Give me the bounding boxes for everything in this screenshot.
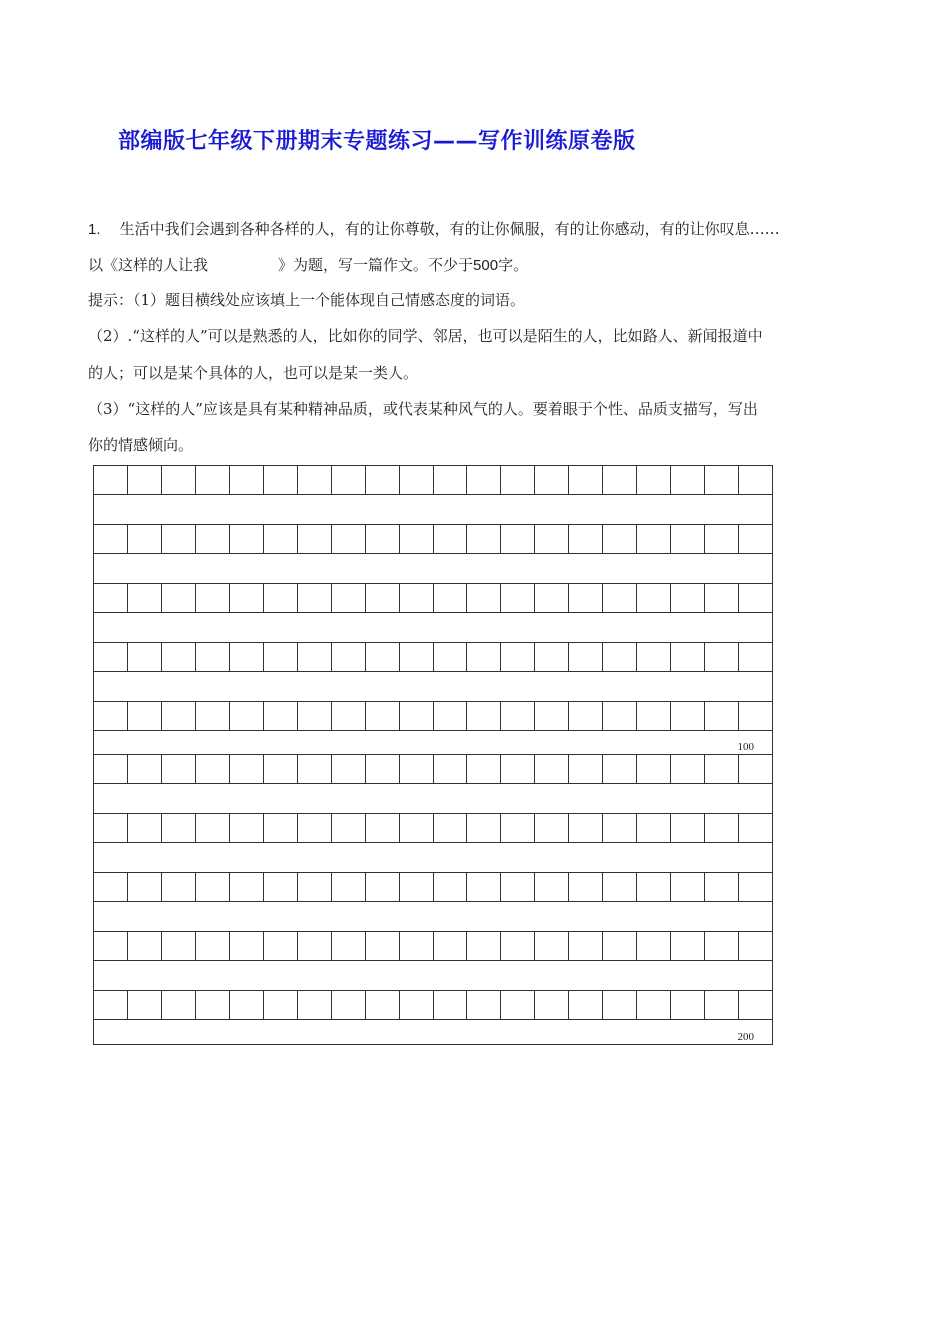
grid-row (94, 584, 772, 613)
grid-cell[interactable] (467, 702, 501, 730)
grid-cell[interactable] (603, 991, 637, 1019)
grid-cell[interactable] (400, 643, 434, 671)
grid-cell[interactable] (705, 814, 739, 842)
essay-title-prefix: 以《这样的人让我 (88, 256, 209, 274)
grid-cell[interactable] (400, 525, 434, 553)
grid-cell[interactable] (535, 814, 569, 842)
grid-cell[interactable] (434, 755, 468, 783)
grid-cell[interactable] (332, 755, 366, 783)
grid-cell[interactable] (230, 643, 264, 671)
grid-cell[interactable] (128, 755, 162, 783)
grid-row (94, 814, 772, 843)
word-count-marker: 100 (737, 741, 754, 753)
grid-cell[interactable] (569, 643, 603, 671)
grid-spacer (94, 784, 772, 814)
grid-cell[interactable] (603, 525, 637, 553)
hint-3-line-1: （3）“这样的人”应该是具有某种精神品质，或代表某种风气的人。要着眼于个性、品质支描写，写出 (88, 400, 758, 418)
grid-cell[interactable] (400, 702, 434, 730)
grid-cell[interactable] (569, 584, 603, 612)
grid-cell[interactable] (671, 873, 705, 901)
grid-cell[interactable] (128, 643, 162, 671)
grid-cell[interactable] (162, 584, 196, 612)
grid-cell[interactable] (671, 525, 705, 553)
word-count-marker: 200 (737, 1031, 754, 1043)
grid-cell[interactable] (705, 525, 739, 553)
grid-cell[interactable] (535, 702, 569, 730)
grid-cell[interactable] (569, 873, 603, 901)
grid-cell[interactable] (501, 466, 535, 494)
grid-cell[interactable] (671, 466, 705, 494)
grid-cell[interactable] (671, 932, 705, 960)
grid-cell[interactable] (332, 873, 366, 901)
grid-cell[interactable] (467, 525, 501, 553)
grid-cell[interactable] (467, 755, 501, 783)
grid-cell[interactable] (637, 584, 671, 612)
grid-cell[interactable] (705, 584, 739, 612)
grid-cell[interactable] (535, 525, 569, 553)
grid-cell[interactable] (434, 643, 468, 671)
grid-cell[interactable] (739, 584, 772, 612)
grid-cell[interactable] (298, 932, 332, 960)
grid-cell[interactable] (467, 873, 501, 901)
grid-cell[interactable] (637, 814, 671, 842)
grid-cell[interactable] (298, 643, 332, 671)
hint-line-1 (88, 290, 525, 310)
grid-cell[interactable] (739, 755, 772, 783)
grid-cell[interactable] (366, 814, 400, 842)
grid-cell[interactable] (400, 584, 434, 612)
grid-cell[interactable] (603, 584, 637, 612)
grid-cell[interactable] (94, 991, 128, 1019)
grid-cell[interactable] (264, 525, 298, 553)
grid-cell[interactable] (264, 584, 298, 612)
grid-cell[interactable] (535, 991, 569, 1019)
hint-1: （1）题目横线处应该填上一个能体现自己情感态度的词语。 (133, 291, 526, 309)
grid-cell[interactable] (162, 991, 196, 1019)
question-line-2 (88, 255, 528, 276)
grid-cell[interactable] (705, 643, 739, 671)
grid-cell[interactable] (535, 584, 569, 612)
grid-cell[interactable] (637, 643, 671, 671)
grid-cell[interactable] (264, 466, 298, 494)
grid-cell[interactable] (230, 991, 264, 1019)
grid-cell[interactable] (128, 525, 162, 553)
grid-cell[interactable] (230, 702, 264, 730)
grid-cell[interactable] (705, 755, 739, 783)
grid-cell[interactable] (501, 755, 535, 783)
grid-cell[interactable] (671, 814, 705, 842)
grid-cell[interactable] (603, 932, 637, 960)
grid-cell[interactable] (162, 466, 196, 494)
grid-cell[interactable] (739, 702, 772, 730)
grid-cell[interactable] (739, 466, 772, 494)
grid-cell[interactable] (162, 873, 196, 901)
grid-cell[interactable] (501, 932, 535, 960)
grid-cell[interactable] (400, 814, 434, 842)
grid-cell[interactable] (196, 643, 230, 671)
grid-cell[interactable] (230, 873, 264, 901)
grid-cell[interactable] (671, 991, 705, 1019)
essay-title-suffix: 》为题，写一篇作文。不少于 (278, 256, 474, 274)
grid-cell[interactable] (434, 466, 468, 494)
grid-cell[interactable] (569, 814, 603, 842)
grid-cell[interactable] (94, 932, 128, 960)
grid-cell[interactable] (94, 525, 128, 553)
grid-cell[interactable] (569, 466, 603, 494)
grid-cell[interactable] (332, 932, 366, 960)
grid-cell[interactable] (94, 466, 128, 494)
grid-cell[interactable] (264, 643, 298, 671)
grid-cell[interactable] (467, 584, 501, 612)
grid-cell[interactable] (434, 814, 468, 842)
grid-cell[interactable] (230, 814, 264, 842)
grid-cell[interactable] (637, 932, 671, 960)
grid-spacer (94, 554, 772, 584)
question-text: 生活中我们会遇到各种各样的人，有的让你尊敬，有的让你佩服，有的让你感动，有的让你叹息…… (119, 220, 780, 238)
grid-cell[interactable] (501, 814, 535, 842)
grid-cell[interactable] (705, 932, 739, 960)
grid-cell[interactable] (603, 702, 637, 730)
grid-cell[interactable] (162, 643, 196, 671)
grid-cell[interactable] (603, 643, 637, 671)
grid-cell[interactable] (162, 702, 196, 730)
grid-cell[interactable] (196, 814, 230, 842)
grid-cell[interactable] (264, 814, 298, 842)
grid-cell[interactable] (637, 873, 671, 901)
grid-cell[interactable] (128, 584, 162, 612)
grid-cell[interactable] (535, 466, 569, 494)
grid-cell[interactable] (739, 991, 772, 1019)
grid-cell[interactable] (332, 643, 366, 671)
grid-cell[interactable] (603, 755, 637, 783)
question-line-1 (88, 219, 780, 240)
grid-cell[interactable] (128, 814, 162, 842)
grid-cell[interactable] (196, 525, 230, 553)
grid-cell[interactable] (332, 525, 366, 553)
grid-cell[interactable] (366, 466, 400, 494)
hint-3-line-2: 你的情感倾向。 (88, 436, 194, 454)
grid-cell[interactable] (603, 873, 637, 901)
grid-cell[interactable] (332, 991, 366, 1019)
grid-row (94, 873, 772, 902)
grid-cell[interactable] (637, 702, 671, 730)
grid-spacer (94, 672, 772, 702)
grid-cell[interactable] (705, 873, 739, 901)
grid-cell[interactable] (434, 525, 468, 553)
grid-cell[interactable] (671, 584, 705, 612)
grid-cell[interactable] (671, 755, 705, 783)
grid-cell[interactable] (400, 932, 434, 960)
grid-cell[interactable] (196, 466, 230, 494)
grid-cell[interactable] (230, 932, 264, 960)
writing-grid[interactable] (93, 465, 773, 1045)
grid-cell[interactable] (400, 466, 434, 494)
word-count-unit: 字。 (498, 256, 529, 274)
grid-cell[interactable] (603, 814, 637, 842)
grid-cell[interactable] (739, 814, 772, 842)
grid-cell[interactable] (739, 525, 772, 553)
grid-cell[interactable] (264, 991, 298, 1019)
grid-cell[interactable] (366, 755, 400, 783)
grid-cell[interactable] (705, 466, 739, 494)
grid-cell[interactable] (230, 466, 264, 494)
grid-cell[interactable] (230, 755, 264, 783)
grid-cell[interactable] (162, 932, 196, 960)
grid-spacer (94, 1020, 772, 1044)
grid-cell[interactable] (162, 525, 196, 553)
grid-cell[interactable] (196, 702, 230, 730)
grid-cell[interactable] (298, 702, 332, 730)
grid-cell[interactable] (569, 991, 603, 1019)
grid-spacer (94, 731, 772, 755)
grid-row (94, 932, 772, 961)
grid-cell[interactable] (501, 991, 535, 1019)
grid-cell[interactable] (569, 702, 603, 730)
grid-cell[interactable] (196, 932, 230, 960)
grid-row (94, 991, 772, 1020)
grid-cell[interactable] (196, 991, 230, 1019)
grid-cell[interactable] (400, 991, 434, 1019)
grid-cell[interactable] (535, 755, 569, 783)
grid-cell[interactable] (671, 702, 705, 730)
grid-cell[interactable] (739, 932, 772, 960)
grid-cell[interactable] (332, 466, 366, 494)
grid-cell[interactable] (94, 814, 128, 842)
grid-cell[interactable] (434, 873, 468, 901)
document-title: 部编版七年级下册期末专题练习——写作训练原卷版 (118, 129, 636, 154)
grid-cell[interactable] (366, 932, 400, 960)
grid-cell[interactable] (569, 525, 603, 553)
grid-cell[interactable] (467, 466, 501, 494)
grid-cell[interactable] (739, 643, 772, 671)
grid-cell[interactable] (162, 814, 196, 842)
hint-2-line-2: 的人；可以是某个具体的人，也可以是某一类人。 (88, 364, 419, 382)
grid-spacer (94, 961, 772, 991)
grid-cell[interactable] (637, 991, 671, 1019)
grid-cell[interactable] (705, 702, 739, 730)
grid-cell[interactable] (434, 991, 468, 1019)
word-count: 500 (473, 257, 499, 274)
grid-cell[interactable] (264, 873, 298, 901)
grid-cell[interactable] (94, 643, 128, 671)
grid-spacer (94, 902, 772, 932)
grid-cell[interactable] (637, 525, 671, 553)
grid-cell[interactable] (298, 755, 332, 783)
grid-cell[interactable] (467, 991, 501, 1019)
grid-cell[interactable] (298, 991, 332, 1019)
grid-cell[interactable] (332, 702, 366, 730)
grid-cell[interactable] (128, 991, 162, 1019)
grid-cell[interactable] (637, 466, 671, 494)
question-number: 1. (88, 221, 101, 238)
grid-row (94, 702, 772, 731)
grid-cell[interactable] (671, 643, 705, 671)
grid-cell[interactable] (501, 584, 535, 612)
grid-cell[interactable] (501, 702, 535, 730)
grid-spacer (94, 843, 772, 873)
grid-cell[interactable] (128, 873, 162, 901)
grid-cell[interactable] (400, 755, 434, 783)
grid-cell[interactable] (128, 466, 162, 494)
grid-cell[interactable] (467, 643, 501, 671)
grid-cell[interactable] (637, 755, 671, 783)
hint-label: 提示： (88, 291, 134, 309)
grid-cell[interactable] (603, 466, 637, 494)
grid-cell[interactable] (366, 643, 400, 671)
grid-row (94, 755, 772, 784)
grid-cell[interactable] (332, 814, 366, 842)
grid-cell[interactable] (230, 525, 264, 553)
grid-cell[interactable] (739, 873, 772, 901)
grid-cell[interactable] (298, 873, 332, 901)
grid-cell[interactable] (467, 814, 501, 842)
grid-cell[interactable] (535, 873, 569, 901)
grid-cell[interactable] (434, 584, 468, 612)
grid-cell[interactable] (434, 702, 468, 730)
grid-cell[interactable] (467, 932, 501, 960)
grid-cell[interactable] (94, 873, 128, 901)
grid-cell[interactable] (128, 702, 162, 730)
grid-cell[interactable] (230, 584, 264, 612)
grid-spacer (94, 613, 772, 643)
grid-cell[interactable] (94, 584, 128, 612)
grid-cell[interactable] (366, 873, 400, 901)
grid-cell[interactable] (366, 525, 400, 553)
grid-row (94, 466, 772, 495)
grid-cell[interactable] (196, 873, 230, 901)
grid-cell[interactable] (400, 873, 434, 901)
grid-cell[interactable] (366, 702, 400, 730)
grid-cell[interactable] (196, 584, 230, 612)
grid-cell[interactable] (94, 702, 128, 730)
grid-cell[interactable] (366, 991, 400, 1019)
grid-cell[interactable] (705, 991, 739, 1019)
grid-cell[interactable] (94, 755, 128, 783)
grid-cell[interactable] (196, 755, 230, 783)
grid-cell[interactable] (332, 584, 366, 612)
grid-spacer (94, 495, 772, 525)
grid-cell[interactable] (298, 525, 332, 553)
grid-cell[interactable] (264, 932, 298, 960)
grid-cell[interactable] (569, 932, 603, 960)
grid-cell[interactable] (264, 755, 298, 783)
grid-cell[interactable] (501, 643, 535, 671)
grid-cell[interactable] (298, 466, 332, 494)
grid-cell[interactable] (501, 525, 535, 553)
grid-cell[interactable] (535, 932, 569, 960)
grid-row (94, 525, 772, 554)
grid-cell[interactable] (128, 932, 162, 960)
grid-cell[interactable] (569, 755, 603, 783)
grid-cell[interactable] (501, 873, 535, 901)
grid-cell[interactable] (298, 584, 332, 612)
grid-cell[interactable] (434, 932, 468, 960)
grid-cell[interactable] (162, 755, 196, 783)
grid-cell[interactable] (535, 643, 569, 671)
hint-2-line-1: （2）.“这样的人”可以是熟悉的人，比如你的同学、邻居，也可以是陌生的人，比如路人、新闻报道中 (88, 327, 763, 345)
grid-cell[interactable] (264, 702, 298, 730)
grid-cell[interactable] (366, 584, 400, 612)
grid-cell[interactable] (298, 814, 332, 842)
grid-row (94, 643, 772, 672)
